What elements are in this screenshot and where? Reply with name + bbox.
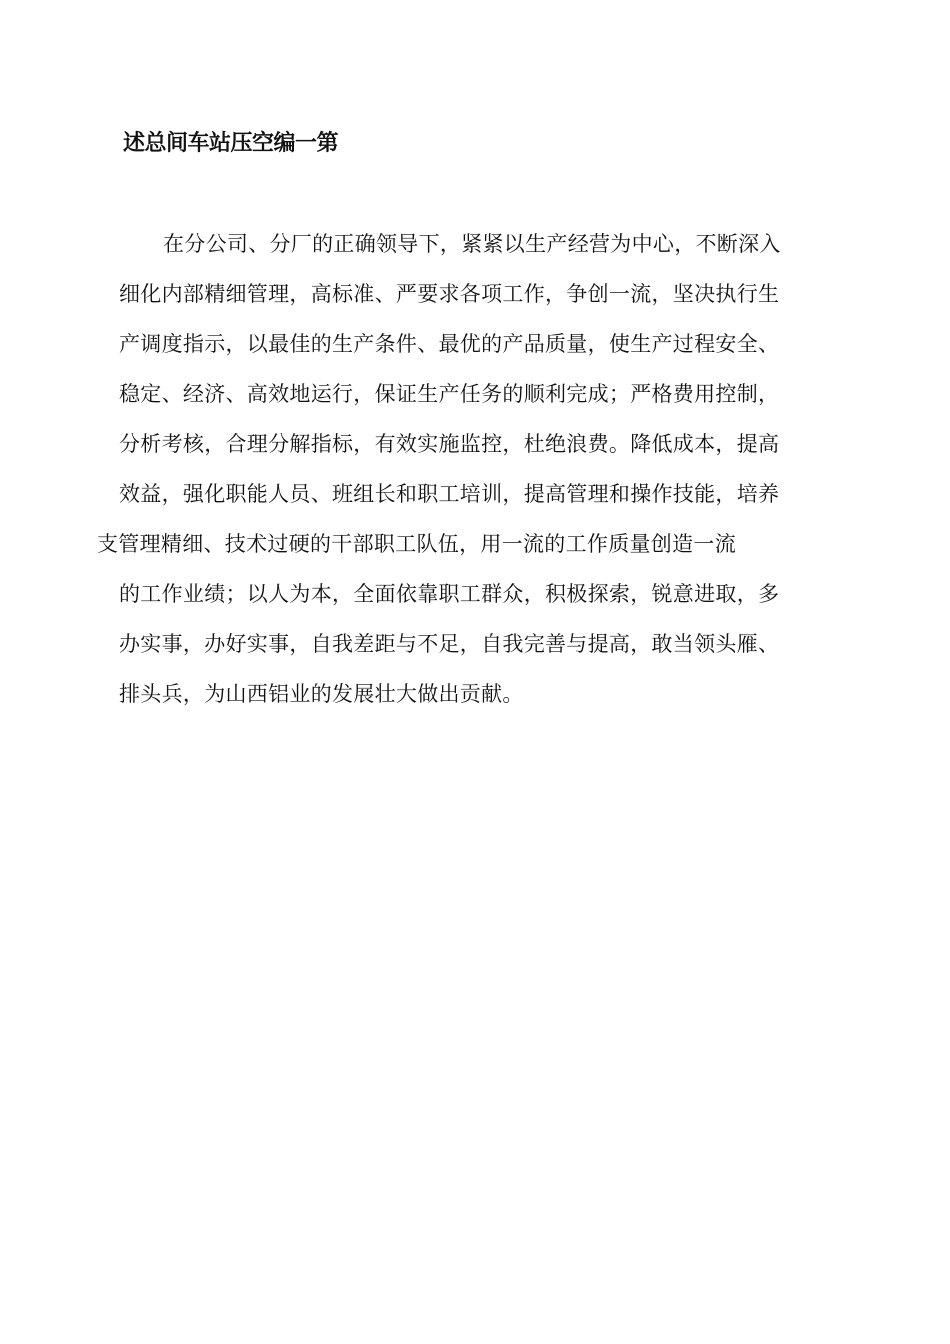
paragraph-line: 排头兵，为山西铝业的发展壮大做出贡献。 <box>119 682 524 706</box>
paragraph-line: 效益，强化职能人员、班组长和职工培训，提高管理和操作技能，培养 <box>119 482 780 506</box>
paragraph-line: 在分公司、分厂的正确领导下，紧紧以生产经营为中心，不断深入 <box>163 232 781 256</box>
paragraph-line: 支管理精细、技术过硬的干部职工队伍，用一流的工作质量创造一流 <box>97 532 736 556</box>
paragraph-line: 的工作业绩；以人为本，全面依靠职工群众，积极探索，锐意进取，多 <box>119 582 780 606</box>
paragraph-line: 分析考核，合理分解指标，有效实施监控，杜绝浪费。降低成本，提高 <box>119 432 780 456</box>
paragraph-line: 稳定、经济、高效地运行，保证生产任务的顺利完成；严格费用控制， <box>119 382 780 406</box>
paragraph-line: 办实事，办好实事，自我差距与不足，自我完善与提高，敢当领头雁、 <box>119 632 780 656</box>
document-title: 述总间车站压空编一第 <box>123 131 339 156</box>
paragraph-line: 产调度指示，以最佳的生产条件、最优的产品质量，使生产过程安全、 <box>119 332 780 356</box>
paragraph-line: 细化内部精细管理，高标准、严要求各项工作，争创一流，坚决执行生 <box>119 282 780 306</box>
